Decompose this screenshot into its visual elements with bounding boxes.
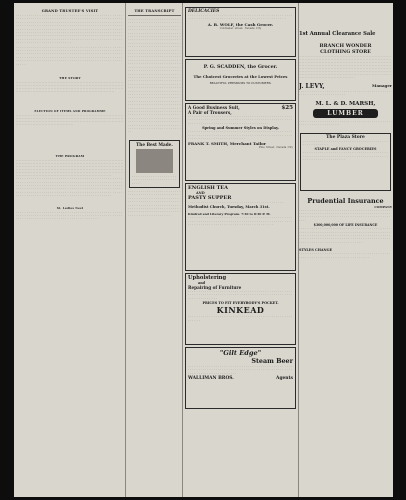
advert-text: . . . . . . . . . . . . . . . . . . . . . . . . . . . . . . . . . . . . . . . . . . . . . . . . . . . . . . . . . . . . . . . . . . . . . . . . . . . .: [299, 252, 391, 259]
clearance-sale: 1st Annual Clearance Sale: [299, 31, 376, 37]
pair-of-trousers: A Pair of Trousers,: [188, 110, 232, 115]
advert-kinkead: [185, 273, 296, 345]
kinkead-name: KINKEAD: [216, 305, 265, 316]
styles-change: STYLES CHANGE: [299, 248, 333, 253]
divider: [128, 15, 181, 16]
article-text: . . . . . . . . . . . . . . . . . . . . . . . . . . . . . . . . . . . . . . . . . . . . . . . . . . . . . . . . . . . . . . . . . . . . . . . . . . . . . . . . . . . . . . . . . . . . . . . . . . . . . . . . . . . . . . . . . . . . . . . . . . . . . . . . . . . . . . . . . . . . . . . . . . . . . . . . . . . . . . . . . . . . . . . . . . . . . . . . . . . . . . . . . . . . . . . . . . . . . . . . . . . . . . . . . . . . . . . . . . . . . . . . . . . . . . . . . . . . . . . . . . . . . . . . . . . . . . . . . . . . . . . . . . . . . . . . . . . . . . . . . . . . . . . . . . . . . . . . . . . . . . . . . . . . . . . . . . . . . . . . . . . . . . . . . . . . . . . . . . . . . . . . . . . . . . . . . . . . . . . . . . . . . . . . . . . . . . . . . . . . . . . . . . . . . . . . . . . . . . . . . . . . . . . . . . . . . . . . . . . . . . . . . . . . . . . . . . . . . . . . . . . . . . . . . . . . . . . . . . . . . . . . . . . . . . . . . . . . . . . . . . . . . . . . . . . . . . . . . . . . . . . . . . . . . . . . . . . . . . . . . . . . . . . . . . . . . . . . . . . . . . . . . . . . . . . . . . . . . . . . . . . . . . . . . . . . . . . . . . . . . . . . . . . . . . . . . . . . . . . . . . . . . . . . . . . . . . . . . . . . . . . . . . . . . . . . . . . . . . . . . . . . . . . . . . . . . . . . . . . . . . . . . . . . . . . . . . . . . . . . . . . . . . . . . . . . . . . . . . . . . . . . . . . . . . . . . . . . . . . . . . . . . . . . . . . . . . . . . . . . . . . . . . . . . . . . . . . . . . . . . . . . . . . . . . . . . . . . . . . . . . . . . . . . . . . . . . . . . . . . . . . . . . . . . . . . . . . . . . . . . . . . . . .: [128, 18, 181, 134]
spring-styles: Spring and Summer Styles on Display.: [202, 126, 279, 131]
advert-text: . . . . . . . . . . . . . . . . . . . . . . . . . . . . . . . . . . . . . . . . . . . . . . . . . . . . . . . . . . . . . . . . . . . . . . . . . . . . . . . . . . . . . . . . . . . . . . . . . . . .: [303, 151, 388, 162]
article-text: . . . . . . . . . . . . . . . . . . . . . . . . . . . . . . . . . . . . . . . . . . . . . . . . . . . . . . . . . . . . . . . . . . . . . . . . . . . . . . . . . . . . . . . . . . . . . . . . . . . . . . . . . . . . . . . . . . . . . . . . . . . . . . . . . . . . . . . . . . .: [16, 210, 123, 221]
advert-text: . . . . . . . . . . . . . . . . . . . . . . . . . . . . . . . . . . . . . . . . . . . . . . . . . . . . . . . . . . . . . .: [299, 119, 391, 127]
manager-label: Manager: [372, 83, 392, 88]
product-illustration: [136, 149, 173, 173]
article-text: . . . . . . . . . . . . . . . . . . . . . . . . . . . . . . . . . . . . . . . . . . . . . . . . . . . . . . . . . . . . . . . . . . . . . . . . . . . . . . . . . . . . . . . . . . . . . . . . . . . . . . . . . . . . . . . . . . . . . . . . . . . . . . . . . . . . . . . . . . . . . . . . . . . . . . . . . . . . . . . . . . . . . . . . . . . . . . . . . . . . . . . . . . . . . . . . . . . . . . . . . . . . . . . . . . . . . . . . . . . . . . . . . . . . . . . . . . . . . . . . . . . . . . . . . . . . . . . . . . . . . . . . . . . . . . . . . . . . . . . . . . . . . . . . . . . . . . . . . . . . . . . . . . . . . . . . . . . . . . . . . . . . . . . . . . . . . . . . . . . . . . . . . . . . . . . . . . . . . . . . . . . . . . . . . . . . . . . . . . . . . . . . . . . . . . . . . . . . . . . . . . . . . . . . . . . . . . . . . . . . . . . . . .: [16, 14, 123, 45]
scadden-name: P. G. SCADDEN, the Grocer.: [203, 64, 278, 70]
prudential-title: Prudential Insurance: [307, 196, 384, 205]
headline-grand-trustee: GRAND TRUSTEE'S VISIT: [41, 9, 99, 13]
column-ads: [184, 3, 297, 497]
advert-text: . . . . . . . . . . . . . . . . . . . . . . . . . . . . . . . . . . . . . . . . . . . . .: [188, 201, 284, 204]
advert-text: . . . . . . . . . . . . . . . . . . . . . . . . . . . . . . . . . . . . . . . . . . . . . . . . . . . . . . . . . . . . . . . . . . . . . . . . . . . . . . . . . . . . . . . . . . . . . . . . . . . . . . . . . . . . . . . . . . . . . . . . . . . . . . . . . . . . . . . . . .: [188, 216, 292, 227]
smith-name: FRANK T. SMITH, Merchant Tailor: [188, 141, 266, 147]
choicest-groceries: The Choicest Groceries at the Lowest Prices: [193, 74, 288, 79]
article-text: . . . . . . . . . . . . . . . . . . . . . . . . . . . . . . . . . . . . . . . . . . . . . . . . . . . . . . . . . . . . . . . . . . . . . . . . . . . . . . . . . . . . . . . . . . . . . . . . . . . . . . . . . . . . . . . . . . . . . . . . . . . . . . . . . . . . . . . . . . . . . . . . . . . . . . . . . . . . . . . . . . . . . . . . . . . . . . . . . . . . . . . . . . . . . . . . . . .: [128, 190, 181, 217]
life-insurance: $300,000,000 OF LIFE INSURANCE: [313, 223, 378, 228]
staple-groceries: STAPLE and FANCY GROCERIES: [314, 147, 377, 152]
advert-smith: [185, 103, 296, 181]
walliman-bros: WALLIMAN BROS.: [188, 376, 234, 382]
best-made-title: The Best Made.: [136, 141, 173, 147]
headline-program: THE PROGRAM: [55, 154, 85, 159]
advert-text: . . . . . . . . . . . . . . . . . . . . . . . . . . . . . . . . . . . . . . . . . . . . . . . . . . . . . . . . . . . . . . . . . . . . . . . . . . . . . . . . . . . . . . . . . . . . . . .: [188, 14, 292, 21]
wolf-address: Coldwater street, Nevada City: [219, 26, 262, 30]
advert-scadden: [185, 59, 296, 101]
levy-name: J. LEVY,: [299, 83, 325, 90]
upholstering: Upholstering: [188, 275, 227, 281]
pasty-supper: PASTY SUPPER: [188, 195, 232, 201]
branch-wonder: BRANCH WONDER: [319, 43, 372, 49]
advert-text: . . . . . . . . . . . . . . . . . . . . . . . . . . . . . . . . . . . . . . . . . . . . . .: [132, 174, 176, 185]
agents-label: Agents: [276, 376, 293, 382]
advert-plaza-store: [300, 133, 391, 191]
advert-text: . . . . . . . . . . . . . . . . . . . . . . . . . . . . . . . . . . . . . . . . . . . . . . . . . . . .: [303, 139, 388, 147]
suit-price: $25: [281, 105, 293, 111]
headline-story: THE STORY: [59, 76, 81, 81]
prices-line: PRICES TO FIT EVERYBODY'S POCKET.: [202, 301, 279, 306]
advert-wolf: [185, 7, 296, 57]
column-rule: [125, 3, 126, 497]
premiums-line: BEAUTIFUL PREMIUMS TO CUSTOMERS.: [209, 81, 272, 85]
methodist-church: Methodist Church, Tuesday, March 31st.: [188, 205, 270, 210]
gilt-edge: "Gilt Edge": [219, 349, 262, 357]
column-ads-right: [299, 3, 392, 497]
plaza-store: The Plaza Store: [326, 134, 365, 140]
advert-text: . . . . . . . . . . . . . . . . . . . . . . . . . . . . . . . . . . . . . . . . . . . . . . . . . . . . . . . . . . . . . . . . . . . . . . . . . . . . . . . . . . . . . . . . . . . . . . . . . . . . . . . . . . . . . . . . . . . . . . . . . . . . . . . . . . . . .: [299, 208, 391, 222]
lumber-banner: LUMBER: [313, 109, 378, 118]
column-transcript: [128, 3, 181, 497]
and-word: AND: [196, 191, 205, 195]
advert-text: . . . . . . . . . . . . . . . . . . . . . . . . . . . . . . . . . . . . . . . . . . . . . . . . . . . . . . . . . . . . . . . . . . . . . . . . . . . . . . . . . . . . . . . . . . . . . . . . . . . . . . . . . . . . . . . . . . . . . . . . . . . . . . . . . . . . . . . .: [188, 115, 292, 125]
program-list: . . . . . . . . . . . . . . . . . . . . . . . . . . . . . . . . . . . . . . . . . . . . . . . . . . . . . . . . . . . . . . . . . . . . . . . . . . . . . . . . . . . . . . . . . . . . . . . . . . . . . . . . . . . . . . . . . . . . . . . . . . . . . . . . . . . . . . . . . . . . . . . . . . . . . . . . . . . . . . . . . . . . . . . . . . . . . . . . . . . . . . . . . . . . . . . . . . . . . . . . . . . . . . . . . . . . . . . . . . . . . . . . . . . . . . . . . . . . . . . . . . . . . . . . . . . . . . . . . . . . . . . . . . . . . . . . . . . . . . . . . . . . . . . . . . . . . . . . . . . . . . . . . . . . . . . . . . . . . . . . . . . . . . . . . . . . . . . . . . . . . . . . . . . . . . . . . . . . . . . . . . . . . . . . . . . . . . . . . . . . . . . . . . . . . . . . . . . . . . . . . . . . . . . . . . . . . . . . . .: [16, 159, 124, 178]
marsh-name: M. L. & D. MARSH,: [315, 100, 376, 107]
section-label: ELECTION OF ITEMS AND PROGRAMME: [34, 109, 106, 114]
advert-tea-supper: [185, 183, 296, 271]
price-list: . . . . . . . . . . . . . . . . . . . . . . . . . . . . . . . . . . . . . . . . . . . . . . . . . . . . . . . . . . . . . . . . . . . . . . . . . . . . . . . . . . . . . . . . . . . . . . . . . . . . . . . . . . . . . . . . . . . . . . . . . . . . . . . . . . . . . . . . . . . . . . . . . . . . . . . . . . . . . . . . . . . . . . . . . . . . . . . . . . . . . . . . . . . . . . . . . . . . . . . . . . . . . . . . . . . . . . . . . . . . . . . . . . . . . . . . . . . . . . . . . . . . . . . . . . . . . . . . . . . . . . . . . . . . . . . . . . . . . . . . . . . . . . . . . . . . . . . . . . . . . . . . . . . . . . . . . . . . . . . . . . . . . . . . . . . . . . . . . . . . . . . . . . . . . . . . . . . . . . . . . . . . . . . . . . . . . . . . . . . . . . . . . . . . . . . . . . . . . . . . . . . . . . . . . . . . . . . . . . . . . . . . . . . . . . . . . . . . . . . . . . . . . . . . . . . . . . . . . . . . . . . .: [299, 55, 391, 79]
english-tea: ENGLISH TEA: [188, 185, 228, 191]
and-word-2: and: [198, 281, 206, 285]
repairing-furniture: Repairing of Furniture: [188, 285, 242, 290]
wolf-name: A. B. WOLF, the Cash Grocer.: [207, 21, 274, 27]
program-list: . . . . . . . . . . . . . . . . . . . . . . . . . . . . . . . . . . . . . . . . . . . . . . . . . . . . . . . . . . . . . . . . . . . . . . . . . . . . . . . . . . . . . . . . . . . . . . . . . . . . . . . . . . . . . . . . . . . . . . . . . . . . . . . . . . . . . . . . . . . . . . . . . . . . . . . . . . . . . . . . . . . . . . . . . . . . . . . . . . . . . . . . . . . . . . . . . . . . . . . . . . . . . . . . . . . . . . . . . . . . . . . . . . . . . . . . . . . . . . . . . . . . . . . . . . .: [16, 114, 124, 127]
kindred-program: Kindred and Literary Program. 7:30 to 8:30 P. M.: [188, 212, 271, 217]
masthead: THE TRANSCRIPT: [134, 9, 175, 13]
good-business-suit: A Good Business Suit,: [188, 105, 240, 110]
advert-text: . . . . . . . . . . . . . . . . . . . . . . . . . . . . . . . . . . . . . . . . . . . . . . . . . . . . . . . . . . . . . . . . .: [299, 90, 391, 97]
advert-text: . . . . . . . . . . . . . . . . . . . . . . . . . . . . . . . . . . . . . . . . . . . . . . . . . . . . . . .: [188, 315, 292, 322]
advert-steam-beer: [185, 347, 296, 409]
advert-text: . . . . . . . . . . . . . . . . . . . . . . . . . . . . . . . . . . . . . . . . . . . . . . . . . . . . . . . . . . . . . . . . . . . . . . . . . . . . . . . . . . . . . . . . . . . . . . . . . . . . . . . . . . . . . . . . . . . . . . . . . . . . .: [188, 130, 292, 141]
column-news: [16, 3, 124, 497]
article-text: . . . . . . . . . . . . . . . . . . . . . . . . . . . . . . . . . . . . . . . . . . . . . . . . . . . . . . . . . . . . . . . . . . . . . . . . . . . . . . . . . . . . . . . . . . . . . . . . . . . . . . . . . . . . . . . . . . . . . . . . . . . . . . . . . . . . . . . . . . . . . . . . . . . . . . . . . . . . . . . . . . . . . . . . . . . . . . . . . . . . . . . . . . . . . . . . . . . . . . . . . . . . . . . . . . . . . . . . . . . . . . . . . . . . . . . . . . . . . . . . . . . . . . . . . . . . . . .: [16, 45, 123, 66]
clothing-store: CLOTHING STORE: [320, 49, 371, 55]
advert-text: . . . . . . . . . . . . . . . . . . . . . . . . . . . . . . . . . . . . . . . . . . . . . . . . . . . . . . . . . . . . . . . . . . . . . . . . . . . . . . . . . . . . . . . . . . . . . . . . . . . . . . . . . . . . . . . . . . . . . . . . . . . . . . . . . . . . . . . . . . . . . . . . . . . . . . . . . . . . . . . . . . . . . . . . . . . . . . . . . . . . . . . . . . . . . . . . . . . . . . . . . .: [299, 227, 391, 244]
advert-text: . . . . . . . . . . . . . . . . . . . . . . . . . . . . . . . . . . . . . . . . . . . . . . . . . . . . . . . . . . . . . . . . . . . . . . . . . . . . . . . . . . . . . . . . . . . . . . . . . . . . . . . . . . . . . . . . . . . . . . . . .: [188, 365, 292, 375]
steam-beer: Steam Beer: [251, 357, 293, 365]
program-list: . . . . . . . . . . . . . . . . . . . . . . . . . . . . . . . . . . . . . . . . . . . . . . . . . . . . . . . . . . . . . . . . . . . . . . . . . . . . . . . . . . . . . . . . . . . . . . . . . . . . . . . . . . . . . . . . . . . . . . . . . . . . . . . . . . . . . . . . . . . . . . . . . . . . . . . . . . . . . . . . . . . . . . . . . . . . . . . . . . . . . . . . . . . . . . . . . . . . . . . . . . . . . . . . . . . . . . . . . . . . . . . . . . . . . . . . . . . . . . . . . . . . . . . . . . . . . . . . . . . . . . . . . . . . . . . . . . . . . .: [16, 81, 124, 94]
column-rule: [182, 3, 183, 497]
company-label: COMPANY: [374, 204, 392, 209]
newspaper-page: [14, 3, 393, 497]
headline-ladies-nest: St. Ladies Nest: [56, 205, 84, 210]
advert-best-made: [129, 140, 180, 188]
advert-text: . . . . . . . . . . . . . . . . . . . . . . . . . . . . . . . . . . . . . . . . . . . . . . . . . . . . . . . . . . . . . . . . . . . . . . . . . . . . . . . . . . . . . . . . . . . . . . . . . . . . . . . . . . . . . . . .: [188, 290, 292, 300]
delicacies-title: DELICACIES: [188, 9, 220, 14]
article-text: . . . . . . . . . . . . . . . . . . . . . . . . . . . . . . . . . . . . . . . . . . . . . . . . . . . . . . . . . . . . . . . . . . . . . . . . . . . . . . . . . . . . . . . . . . . . . . . . . . . . . . . . . . . . . . . . . . . . . . . . . . . . . . . . . . . . . . . . . . . . . . . . . . . . . . . . . . . . . . . . . . . . . . . . . . . . . . . . . . . . . . . . . . . . . . . . . . . . . . . . . . . . . . . . . . . . . . . . . . . . . . . . . . . . . . . . . . . . . . . . . . . . . . . . . . . . . . . . . . . . . . . . . . . . . . . . . . . . . . . . . . . . . . . . . . . . . . .: [16, 177, 123, 198]
smith-address: Pine Street, Nevada City: [258, 146, 293, 150]
